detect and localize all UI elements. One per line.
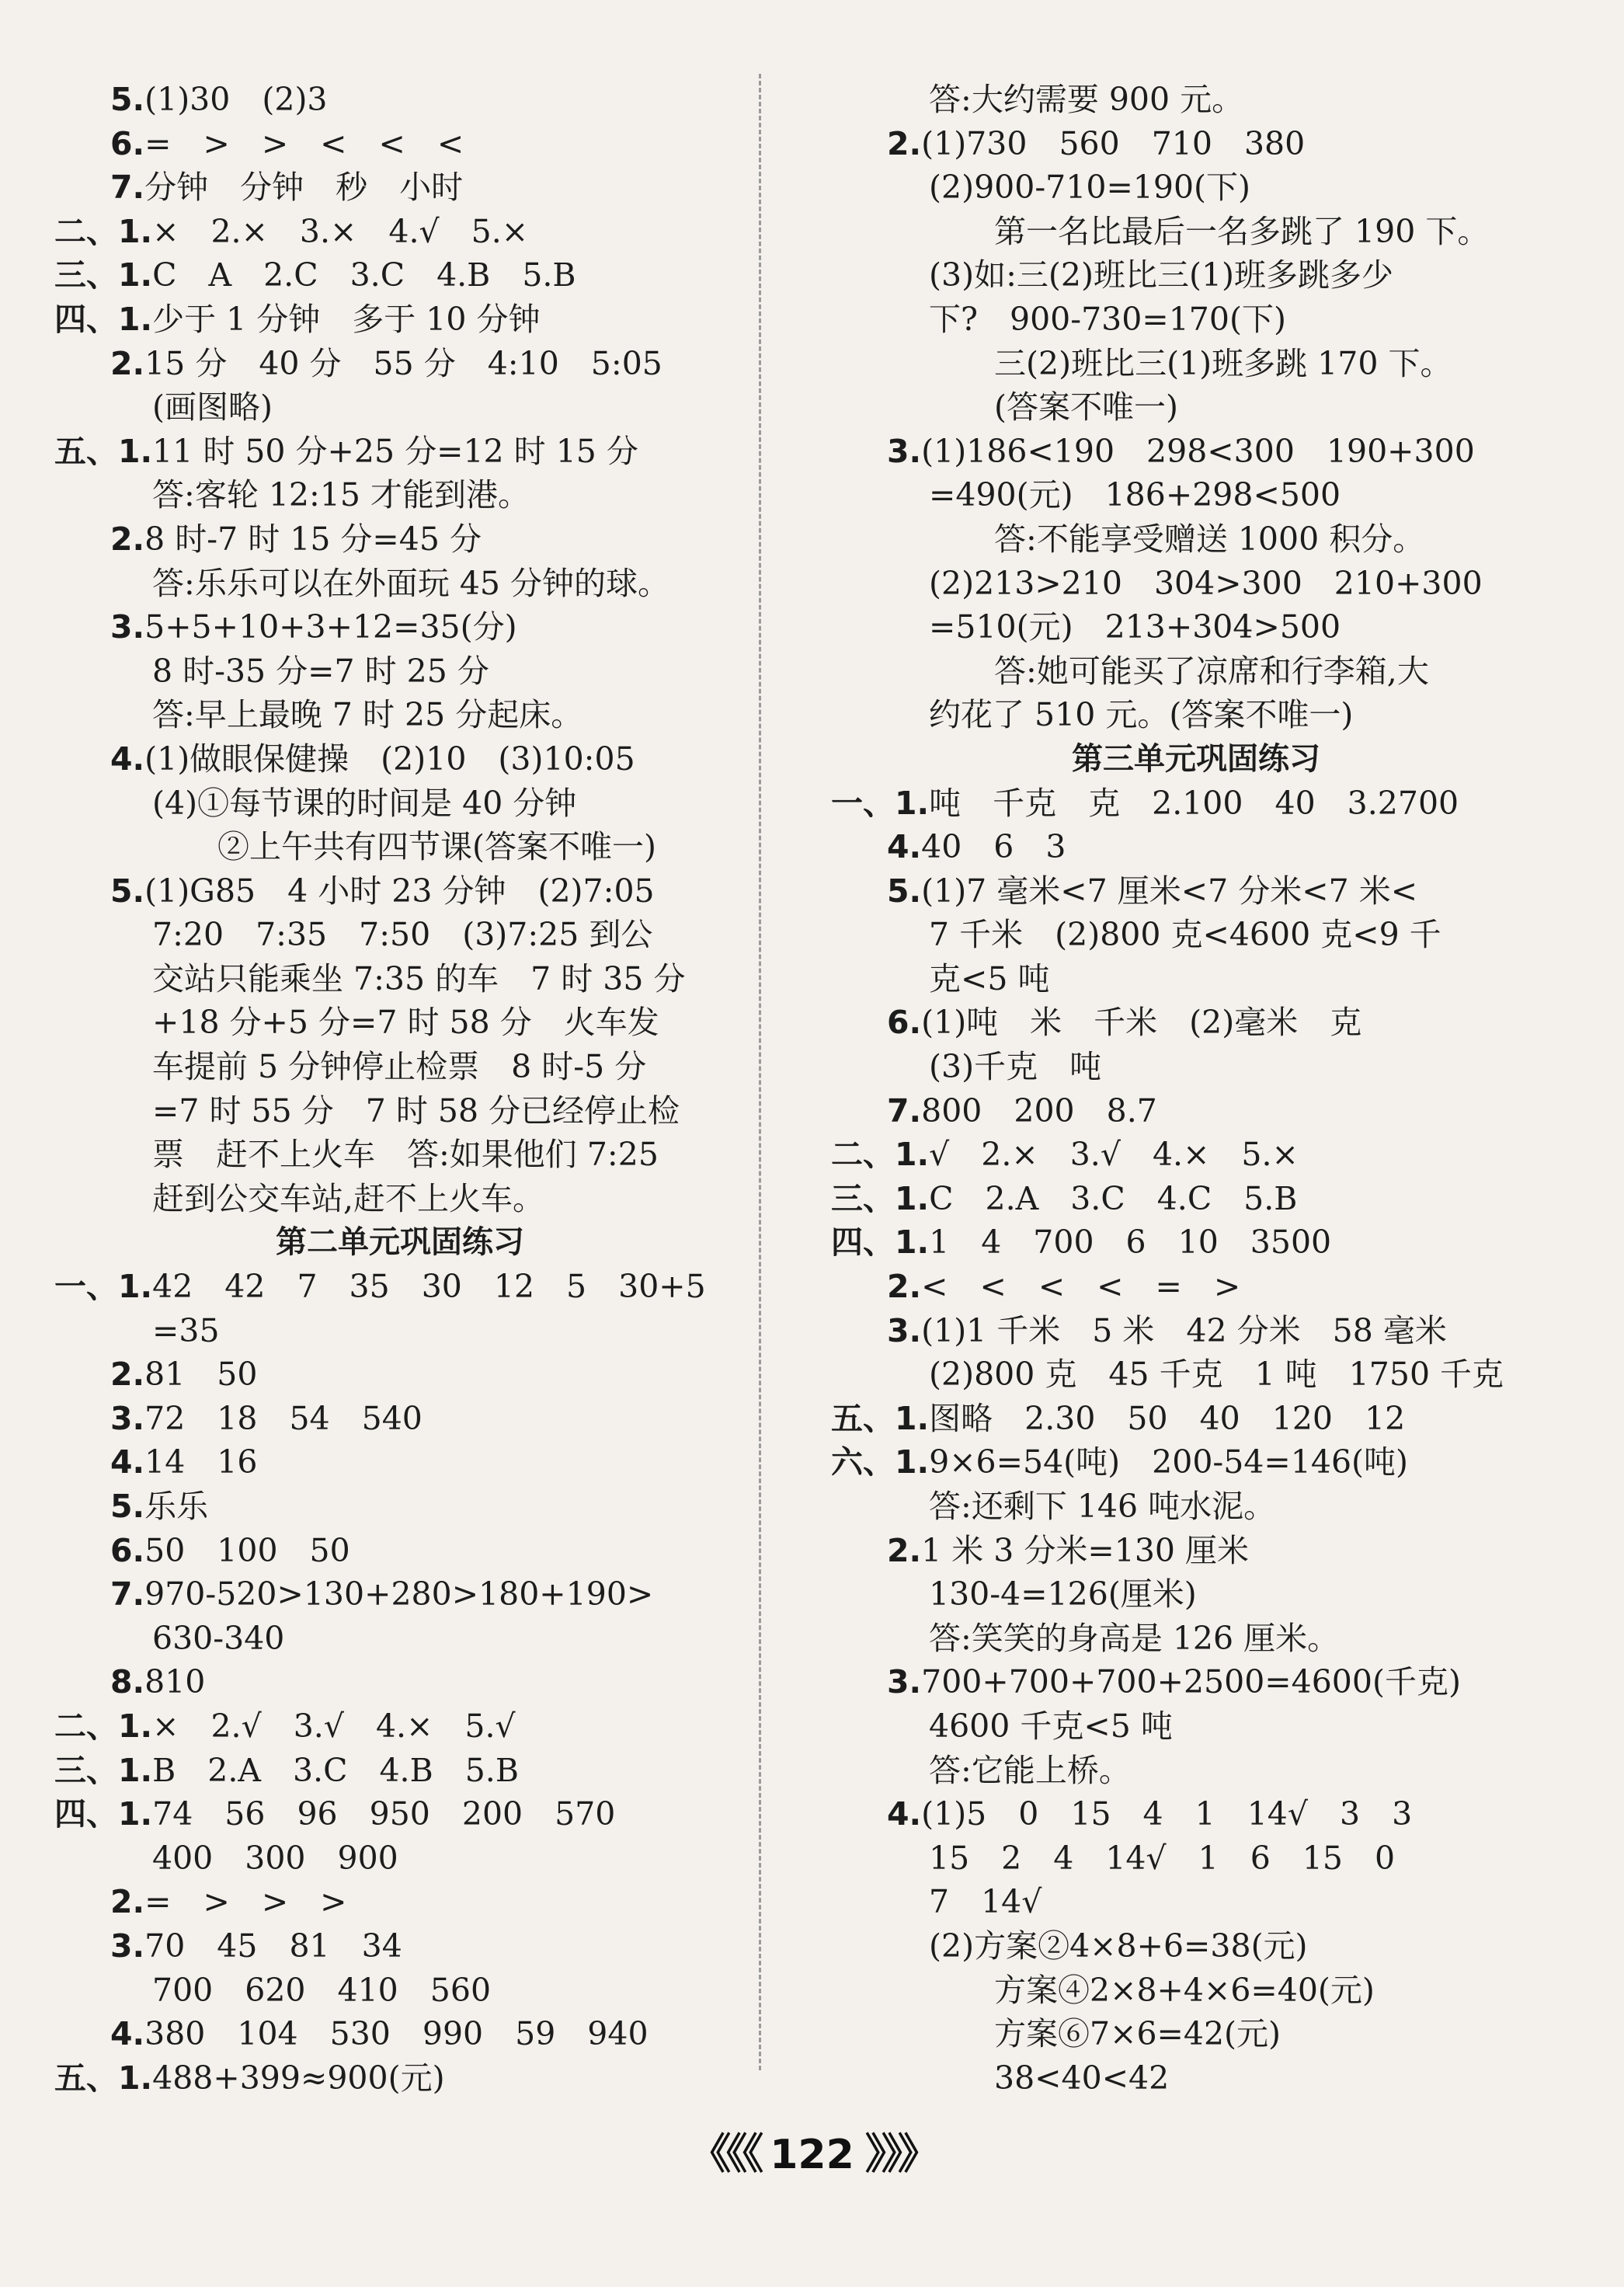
question-marker: 三、1. (831, 1179, 930, 1217)
answer-text: 8 时-35 分=7 时 25 分 (152, 652, 489, 690)
answer-line (54, 385, 746, 430)
answer-line (831, 1265, 1561, 1309)
answer-text: 50 100 50 (144, 1531, 350, 1569)
answer-line (831, 1836, 1561, 1881)
question-marker: 五、1. (54, 2059, 153, 2097)
answer-text: (1)G85 4 小时 23 分钟 (2)7:05 (144, 872, 655, 910)
answer-line (831, 1089, 1561, 1133)
answer-text: (3)如:三(2)班比三(1)班多跳多少 (929, 256, 1394, 294)
answer-line (831, 385, 1561, 430)
answer-text: 答:客轮 12:15 才能到港。 (152, 476, 530, 514)
answer-text: (2)213>210 304>300 210+300 (929, 564, 1483, 602)
answer-line (54, 1749, 746, 1793)
left-decoration-marks: 《《《 (689, 2129, 760, 2178)
answer-text: 答:大约需要 900 元。 (929, 81, 1244, 118)
answer-line (831, 693, 1561, 737)
answer-line (54, 1177, 746, 1221)
answer-line (54, 605, 746, 649)
answer-line (831, 1220, 1561, 1265)
answer-line (831, 1968, 1561, 2013)
question-marker: 五、1. (54, 432, 153, 470)
question-marker: 4. (110, 2015, 145, 2053)
answer-line (54, 1704, 746, 1749)
answer-text: 800 200 8.7 (921, 1091, 1157, 1130)
answer-line (54, 430, 746, 474)
answer-text: 7 千米 (2)800 克<4600 克<9 千 (929, 916, 1441, 954)
answer-text: 1 4 700 6 10 3500 (929, 1224, 1332, 1262)
answer-line (54, 342, 746, 386)
answer-text: (画图略) (152, 388, 273, 426)
answer-line (54, 1397, 746, 1441)
question-marker: 2. (110, 520, 145, 558)
question-marker: 三、1. (54, 1751, 153, 1789)
answer-text: 5+5+10+3+12=35(分) (144, 608, 517, 646)
question-marker: 五、1. (831, 1399, 930, 1437)
question-marker: 3. (887, 432, 922, 470)
answer-line (831, 473, 1561, 517)
answer-text: 车提前 5 分钟停止检票 8 时-5 分 (152, 1048, 647, 1086)
answer-text: 1 米 3 分米=130 厘米 (921, 1531, 1250, 1569)
question-marker: 7. (887, 1091, 922, 1130)
answer-text: 7:20 7:35 7:50 (3)7:25 到公 (152, 916, 653, 954)
answer-line (831, 781, 1561, 826)
answer-text: (1)1 千米 5 米 42 分米 58 毫米 (921, 1311, 1447, 1349)
answer-line (831, 430, 1561, 474)
answer-line (54, 825, 746, 869)
answer-line (54, 78, 746, 122)
answer-text: = > > < < < (144, 124, 464, 162)
answer-line (831, 1485, 1561, 1529)
answer-line (831, 253, 1561, 298)
answer-text: 15 分 40 分 55 分 4:10 5:05 (144, 344, 662, 382)
answer-text: 答:笑笑的身高是 126 厘米。 (929, 1619, 1340, 1657)
question-marker: 四、1. (54, 1795, 153, 1833)
answer-text: (1)吨 米 千米 (2)毫米 克 (921, 1004, 1362, 1042)
answer-line (831, 1880, 1561, 1924)
answer-line (831, 1617, 1561, 1661)
answer-line (54, 1265, 746, 1309)
answer-line (831, 869, 1561, 914)
answer-line (54, 1836, 746, 1881)
answer-text: 答:它能上桥。 (929, 1751, 1131, 1789)
question-marker: 4. (110, 740, 145, 778)
answer-line (831, 825, 1561, 869)
question-marker: 6. (110, 124, 145, 162)
column-divider (759, 74, 761, 2070)
answer-text: 答:还剩下 146 吨水泥。 (929, 1488, 1276, 1525)
answer-line (831, 165, 1561, 210)
question-marker: 2. (887, 1531, 922, 1569)
answer-line (831, 913, 1561, 957)
answer-line (831, 1045, 1561, 1089)
answer-line (54, 473, 746, 517)
question-marker: 3. (110, 1399, 145, 1437)
question-marker: 2. (110, 1356, 145, 1394)
answer-text: 方案⑥7×6=42(元) (994, 2015, 1281, 2053)
question-marker: 3. (110, 1927, 145, 1965)
answer-text: (1)5 0 15 4 1 14√ 3 3 (921, 1795, 1413, 1833)
question-marker: 5. (110, 872, 145, 910)
answer-line (54, 1440, 746, 1485)
answer-text: (3)千克 吨 (929, 1048, 1102, 1086)
answer-line (54, 1968, 746, 2013)
answer-line (54, 913, 746, 957)
answer-line (831, 1572, 1561, 1617)
answer-text: C A 2.C 3.C 4.B 5.B (152, 256, 576, 294)
answer-text: +18 分+5 分=7 时 58 分 火车发 (152, 1004, 659, 1042)
answer-text: =35 (152, 1311, 220, 1349)
answer-line (831, 1660, 1561, 1704)
answer-text: (4)①每节课的时间是 40 分钟 (152, 784, 577, 822)
question-marker: 7. (110, 169, 145, 207)
answer-text: 第一名比最后一名多跳了 190 下。 (994, 212, 1490, 250)
answer-text: =490(元) 186+298<500 (929, 476, 1341, 514)
answer-text: 630-340 (152, 1619, 285, 1657)
answer-text: (1)7 毫米<7 厘米<7 分米<7 米< (921, 872, 1418, 910)
question-marker: 8. (110, 1663, 145, 1701)
answer-text: 42 42 7 35 30 12 5 30+5 (152, 1268, 706, 1306)
answer-text: √ 2.× 3.√ 4.× 5.× (929, 1136, 1299, 1174)
section-heading (54, 1220, 746, 1265)
answer-line (831, 1924, 1561, 1968)
answer-line (831, 957, 1561, 1001)
answer-line (54, 1001, 746, 1045)
answer-text: 970-520>130+280>180+190> (144, 1575, 654, 1613)
answer-line (831, 1792, 1561, 1836)
answer-text: 方案④2×8+4×6=40(元) (994, 1971, 1375, 2009)
answer-text: 400 300 900 (152, 1839, 398, 1877)
answer-text: 130-4=126(厘米) (929, 1575, 1197, 1613)
question-marker: 二、1. (54, 1707, 153, 1745)
answer-text: 答:她可能买了凉席和行李箱,大 (994, 652, 1429, 690)
answer-line (54, 1572, 746, 1617)
answer-line (54, 517, 746, 562)
answer-text: 488+399≈900(元) (152, 2059, 445, 2097)
question-marker: 5. (887, 872, 922, 910)
answer-text: 答:乐乐可以在外面玩 45 分钟的球。 (152, 564, 670, 602)
question-marker: 2. (110, 344, 145, 382)
answer-line (54, 1529, 746, 1573)
answer-text: 票 赶不上火车 答:如果他们 7:25 (152, 1136, 659, 1174)
answer-text: 70 45 81 34 (144, 1927, 402, 1965)
answer-line (831, 1309, 1561, 1353)
answer-line (831, 1440, 1561, 1485)
question-marker: 3. (110, 608, 145, 646)
question-marker: 六、1. (831, 1443, 930, 1481)
answer-line (831, 1749, 1561, 1793)
answer-line (831, 122, 1561, 166)
section-heading (831, 737, 1561, 781)
answer-text: =510(元) 213+304>500 (929, 608, 1341, 646)
answer-text: 交站只能乘坐 7:35 的车 7 时 35 分 (152, 959, 686, 997)
answer-text: (1)730 560 710 380 (921, 124, 1306, 162)
answer-line (54, 693, 746, 737)
question-marker: 6. (887, 1004, 922, 1042)
answer-text: 15 2 4 14√ 1 6 15 0 (929, 1839, 1396, 1877)
answer-line (54, 562, 746, 606)
question-marker: 2. (887, 1268, 922, 1306)
answer-line (54, 649, 746, 694)
answer-text: = > > > (144, 1883, 347, 1921)
answer-line (54, 1045, 746, 1089)
answer-text: 赶到公交车站,赶不上火车。 (152, 1179, 545, 1217)
question-marker: 4. (110, 1443, 145, 1481)
question-marker: 三、1. (54, 256, 153, 294)
answer-line (831, 517, 1561, 562)
answer-text: 7 14√ (929, 1883, 1042, 1921)
answer-text: 图略 2.30 50 40 120 12 (929, 1399, 1406, 1437)
question-marker: 5. (110, 1488, 145, 1525)
answer-text: =7 时 55 分 7 时 58 分已经停止检 (152, 1091, 680, 1130)
answer-line (54, 1792, 746, 1836)
answer-text: (1)186<190 298<300 190+300 (921, 432, 1475, 470)
question-marker: 6. (110, 1531, 145, 1569)
answer-line (54, 1352, 746, 1397)
left-answer-column (54, 78, 746, 2100)
answer-line (831, 210, 1561, 254)
question-marker: 四、1. (54, 300, 153, 338)
question-marker: 4. (887, 828, 922, 866)
answer-line (54, 957, 746, 1001)
answer-line (831, 298, 1561, 342)
question-marker: 3. (887, 1663, 922, 1701)
answer-text: 11 时 50 分+25 分=12 时 15 分 (152, 432, 638, 470)
answer-text: C 2.A 3.C 4.C 5.B (929, 1179, 1298, 1217)
page-number-footer (0, 2121, 1624, 2181)
question-marker: 4. (887, 1795, 922, 1833)
answer-text: 约花了 510 元。(答案不唯一) (929, 696, 1354, 734)
section-heading-text: 第三单元巩固练习 (1072, 740, 1320, 777)
answer-text: 答:早上最晚 7 时 25 分起床。 (152, 696, 583, 734)
answer-line (54, 869, 746, 914)
answer-line (831, 2056, 1561, 2101)
answer-text: 810 (144, 1663, 206, 1701)
answer-line (54, 1309, 746, 1353)
answer-text: (答案不唯一) (994, 388, 1178, 426)
answer-line (54, 210, 746, 254)
answer-text: 9×6=54(吨) 200-54=146(吨) (929, 1443, 1409, 1481)
answer-text: 乐乐 (144, 1488, 209, 1525)
answer-line (54, 1133, 746, 1177)
answer-line (831, 1529, 1561, 1573)
answer-line (54, 1089, 746, 1133)
answer-text: 三(2)班比三(1)班多跳 170 下。 (994, 344, 1452, 382)
answer-line (54, 1660, 746, 1704)
answer-line (831, 78, 1561, 122)
answer-text: 81 50 (144, 1356, 258, 1394)
answer-text: 72 18 54 540 (144, 1399, 423, 1437)
section-heading-text: 第二单元巩固练习 (276, 1224, 524, 1261)
answer-text: 700 620 410 560 (152, 1971, 492, 2009)
question-marker: 一、1. (831, 784, 930, 822)
question-marker: 二、1. (831, 1136, 930, 1174)
answer-text: 380 104 530 990 59 940 (144, 2015, 649, 2053)
answer-line (831, 1133, 1561, 1177)
answer-line (54, 1617, 746, 1661)
answer-text: (1)做眼保健操 (2)10 (3)10:05 (144, 740, 635, 778)
right-decoration-marks: 》》》 (864, 2129, 935, 2178)
answer-line (54, 165, 746, 210)
answer-line (831, 1704, 1561, 1749)
answer-line (54, 1924, 746, 1968)
answer-text: (2)900-710=190(下) (929, 169, 1251, 207)
answer-text: B 2.A 3.C 4.B 5.B (152, 1751, 519, 1789)
answer-line (54, 122, 746, 166)
answer-line (831, 562, 1561, 606)
answer-text: 4600 千克<5 吨 (929, 1707, 1173, 1745)
question-marker: 二、1. (54, 212, 153, 250)
answer-text: × 2.√ 3.√ 4.× 5.√ (152, 1707, 516, 1745)
answer-line (831, 649, 1561, 694)
right-answer-column (831, 78, 1561, 2100)
question-marker: 2. (110, 1883, 145, 1921)
answer-line (54, 737, 746, 781)
answer-text: 700+700+700+2500=4600(千克) (921, 1663, 1461, 1701)
answer-line (831, 342, 1561, 386)
question-marker: 3. (887, 1311, 922, 1349)
answer-line (54, 781, 746, 826)
question-marker: 2. (887, 124, 922, 162)
answer-line (54, 2056, 746, 2101)
answer-line (831, 1397, 1561, 1441)
answer-text: 40 6 3 (921, 828, 1066, 866)
answer-text: 吨 千克 克 2.100 40 3.2700 (929, 784, 1459, 822)
answer-text: < < < < = > (921, 1268, 1241, 1306)
answer-text: 少于 1 分钟 多于 10 分钟 (152, 300, 541, 338)
question-marker: 一、1. (54, 1268, 153, 1306)
question-marker: 7. (110, 1575, 145, 1613)
answer-text: 38<40<42 (994, 2059, 1170, 2097)
answer-text: (1)30 (2)3 (144, 81, 328, 118)
question-marker: 四、1. (831, 1224, 930, 1262)
answer-line (831, 2012, 1561, 2056)
answer-line (831, 1352, 1561, 1397)
question-marker: 5. (110, 81, 145, 118)
answer-text: 下? 900-730=170(下) (929, 300, 1286, 338)
answer-text: 答:不能享受赠送 1000 积分。 (994, 520, 1425, 558)
answer-line (831, 1177, 1561, 1221)
answer-line (54, 2012, 746, 2056)
answer-text: (2)方案②4×8+6=38(元) (929, 1927, 1308, 1965)
answer-text: 克<5 吨 (929, 959, 1050, 997)
answer-text: 分钟 分钟 秒 小时 (144, 169, 464, 207)
answer-text: 14 16 (144, 1443, 258, 1481)
answer-line (831, 605, 1561, 649)
answer-text: 8 时-7 时 15 分=45 分 (144, 520, 482, 558)
answer-line (54, 1485, 746, 1529)
page-number: 122 (770, 2132, 854, 2178)
answer-line (54, 253, 746, 298)
answer-text: (2)800 克 45 千克 1 吨 1750 千克 (929, 1356, 1504, 1394)
answer-line (54, 298, 746, 342)
answer-text: 74 56 96 950 200 570 (152, 1795, 616, 1833)
answer-line (831, 1001, 1561, 1045)
answer-line (54, 1880, 746, 1924)
answer-text: × 2.× 3.× 4.√ 5.× (152, 212, 529, 250)
answer-text: ②上午共有四节课(答案不唯一) (217, 828, 656, 866)
